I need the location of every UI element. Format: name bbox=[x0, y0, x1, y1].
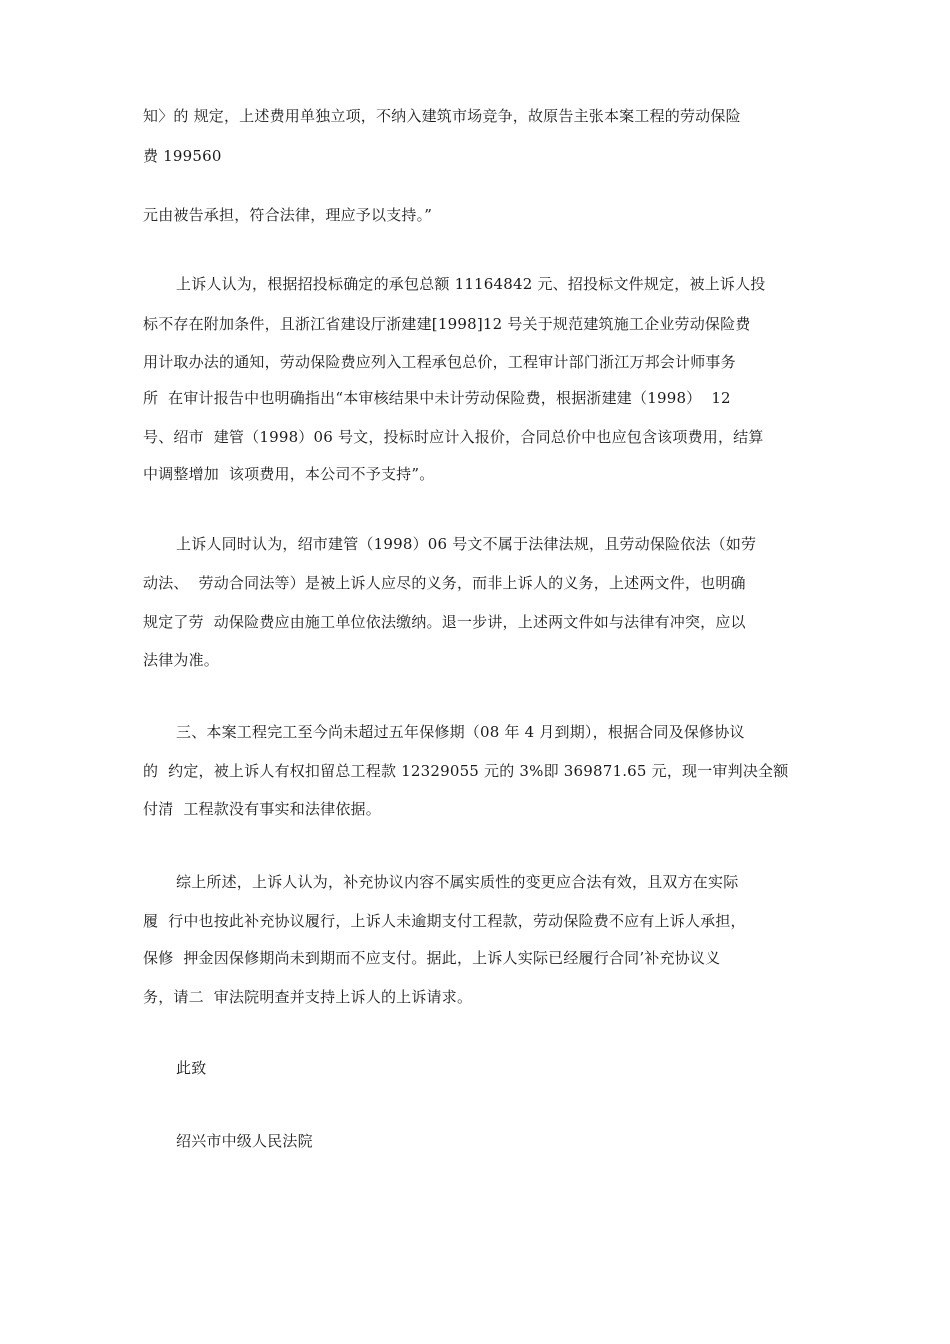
paragraph-3-line-1: 上诉人同时认为，绍市建管（1998）06 号文不属于法律法规，且劳动保险依法（如劳 bbox=[176, 535, 757, 553]
paragraph-2-line-6: 中调整增加 该项费用，本公司不予支持”。 bbox=[143, 465, 435, 483]
paragraph-5-line-1: 综上所述，上诉人认为，补充协议内容不属实质性的变更应合法有效，且双方在实际 bbox=[176, 873, 739, 891]
paragraph-4-line-1: 三、本案工程完工至今尚未超过五年保修期（08 年 4 月到期），根据合同及保修协议 bbox=[176, 723, 745, 741]
closing-salutation: 此致 bbox=[176, 1059, 207, 1077]
paragraph-1-line-1: 知〉的 规定，上述费用单独立项，不纳入建筑市场竞争，故原告主张本案工程的劳动保险 bbox=[143, 107, 741, 125]
paragraph-3-line-4: 法律为准。 bbox=[143, 651, 220, 669]
paragraph-4-line-3: 付清 工程款没有事实和法律依据。 bbox=[143, 800, 381, 818]
paragraph-2-line-3: 用计取办法的通知，劳动保险费应列入工程承包总价，工程审计部门浙江万邦会计师事务 bbox=[143, 353, 736, 371]
paragraph-2-line-5: 号、绍市 建管（1998）06 号文，投标时应计入报价，合同总价中也应包含该项费用，结算 bbox=[143, 428, 764, 446]
paragraph-5-line-4: 务，请二 审法院明查并支持上诉人的上诉请求。 bbox=[143, 988, 473, 1006]
paragraph-2-line-1: 上诉人认为，根据招投标确定的承包总额 11164842 元、招投标文件规定，被上诉人投 bbox=[176, 275, 766, 293]
paragraph-1-line-3: 元由被告承担，符合法律，理应予以支持。” bbox=[143, 206, 433, 224]
paragraph-3-line-2: 动法、 劳动合同法等）是被上诉人应尽的义务，而非上诉人的义务，上述两文件，也明确 bbox=[143, 574, 746, 592]
addressee: 绍兴市中级人民法院 bbox=[176, 1132, 313, 1150]
paragraph-5-line-2: 履 行中也按此补充协议履行，上诉人未逾期支付工程款，劳动保险费不应有上诉人承担， bbox=[143, 912, 746, 930]
paragraph-5-line-3: 保修 押金因保修期尚未到期而不应支付。据此，上诉人实际已经履行合同’补充协议义 bbox=[143, 949, 721, 967]
paragraph-1-line-2: 费 199560 bbox=[143, 147, 222, 165]
paragraph-3-line-3: 规定了劳 动保险费应由施工单位依法缴纳。退一步讲，上述两文件如与法律有冲突，应以 bbox=[143, 613, 746, 631]
paragraph-4-line-2: 的 约定，被上诉人有权扣留总工程款 12329055 元的 3%即 369871.65 元，现一审判决全额 bbox=[143, 762, 789, 780]
paragraph-2-line-2: 标不存在附加条件，且浙江省建设厅浙建建[1998]12 号关于规范建筑施工企业劳动保险费 bbox=[143, 315, 751, 333]
paragraph-2-line-4: 所 在审计报告中也明确指出“本审核结果中未计劳动保险费，根据浙建建（1998） 12 bbox=[143, 389, 731, 407]
